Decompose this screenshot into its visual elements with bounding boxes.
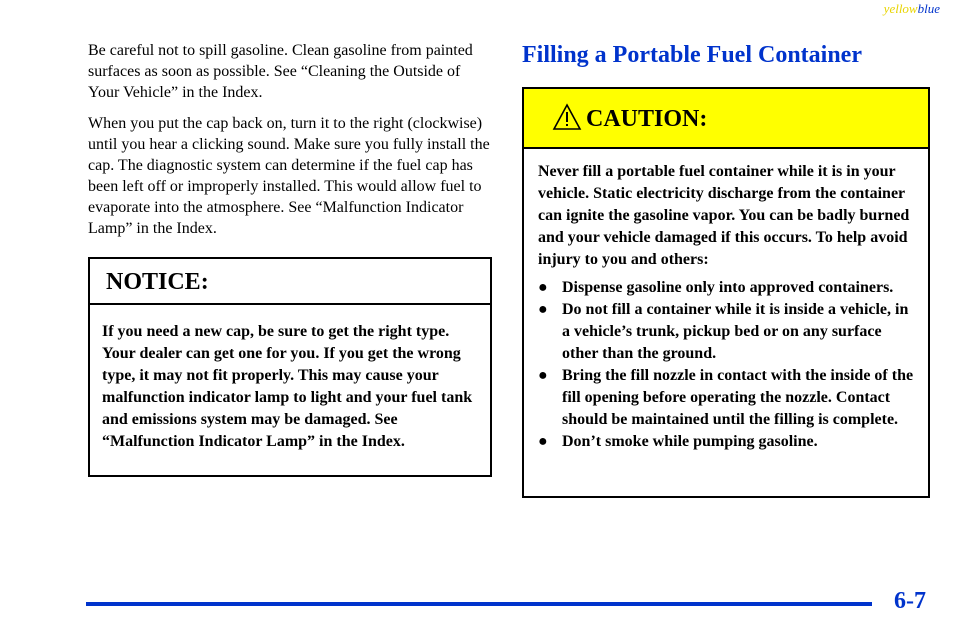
list-item xyxy=(538,299,914,365)
section-heading: Filling a Portable Fuel Container xyxy=(522,42,862,68)
caution-content xyxy=(524,149,928,453)
paragraph-spill: Be careful not to spill gasoline. Clean gasoline from painted surfaces as soon as possible. See “Cleaning the Outside of Your Vehicle” in the Index. xyxy=(88,42,473,101)
notice-text: If you need a new cap, be sure to get the right type. Your dealer can get one for you. If you get the wrong type, it may not fit properly. This may cause your malfunction indicator lamp to light and your fuel tank and emissions system may be damaged. See “Malfunction Indicator Lamp” in the Index. xyxy=(102,323,473,450)
bullet-icon: ● xyxy=(538,367,548,384)
bullet-icon: ● xyxy=(538,433,548,450)
list-item-text: Don’t smoke while pumping gasoline. xyxy=(562,433,818,450)
page-color-tag xyxy=(884,0,940,18)
paragraph-cap: When you put the cap back on, turn it to the right (clockwise) until you hear a clicking sound. Make sure you fully install the cap. The diagnostic system can determine if the fuel cap has been left off or improperly installed. This would allow fuel to evaporate into the atmosphere. See “Malfunction Indicator Lamp” in the Index. xyxy=(88,115,490,237)
page-number: 6-7 xyxy=(894,588,926,614)
list-item-text: Dispense gasoline only into approved containers. xyxy=(562,279,894,296)
caution-bullet-list xyxy=(538,277,914,453)
caution-box xyxy=(522,87,930,498)
list-item xyxy=(538,365,914,431)
caution-title: CAUTION: xyxy=(586,106,708,132)
notice-title: NOTICE: xyxy=(90,259,490,305)
list-item xyxy=(538,277,914,299)
list-item xyxy=(538,431,914,453)
right-column xyxy=(522,40,930,498)
caution-header xyxy=(524,89,928,149)
left-column xyxy=(88,40,492,477)
caution-intro: Never fill a portable fuel container while it is in your vehicle. Static electricity discharge from the container can ignite the gasoline vapor. You can be badly burned and your vehicle damaged if this occurs. To help avoid injury to you and others: xyxy=(538,163,910,268)
list-item-text: Do not fill a container while it is inside a vehicle, in a vehicle’s trunk, pickup bed or on any surface other than the ground. xyxy=(562,301,909,362)
footer-rule xyxy=(86,602,872,606)
bullet-icon: ● xyxy=(538,279,548,296)
tag-yellow: yellow xyxy=(883,1,918,16)
list-item-text: Bring the fill nozzle in contact with the inside of the fill opening before operating the nozzle. Contact should be maintained until the filling is complete. xyxy=(562,367,914,428)
notice-box xyxy=(88,257,492,477)
tag-blue: blue xyxy=(917,1,940,16)
warning-triangle-icon xyxy=(552,103,582,131)
bullet-icon: ● xyxy=(538,301,548,318)
